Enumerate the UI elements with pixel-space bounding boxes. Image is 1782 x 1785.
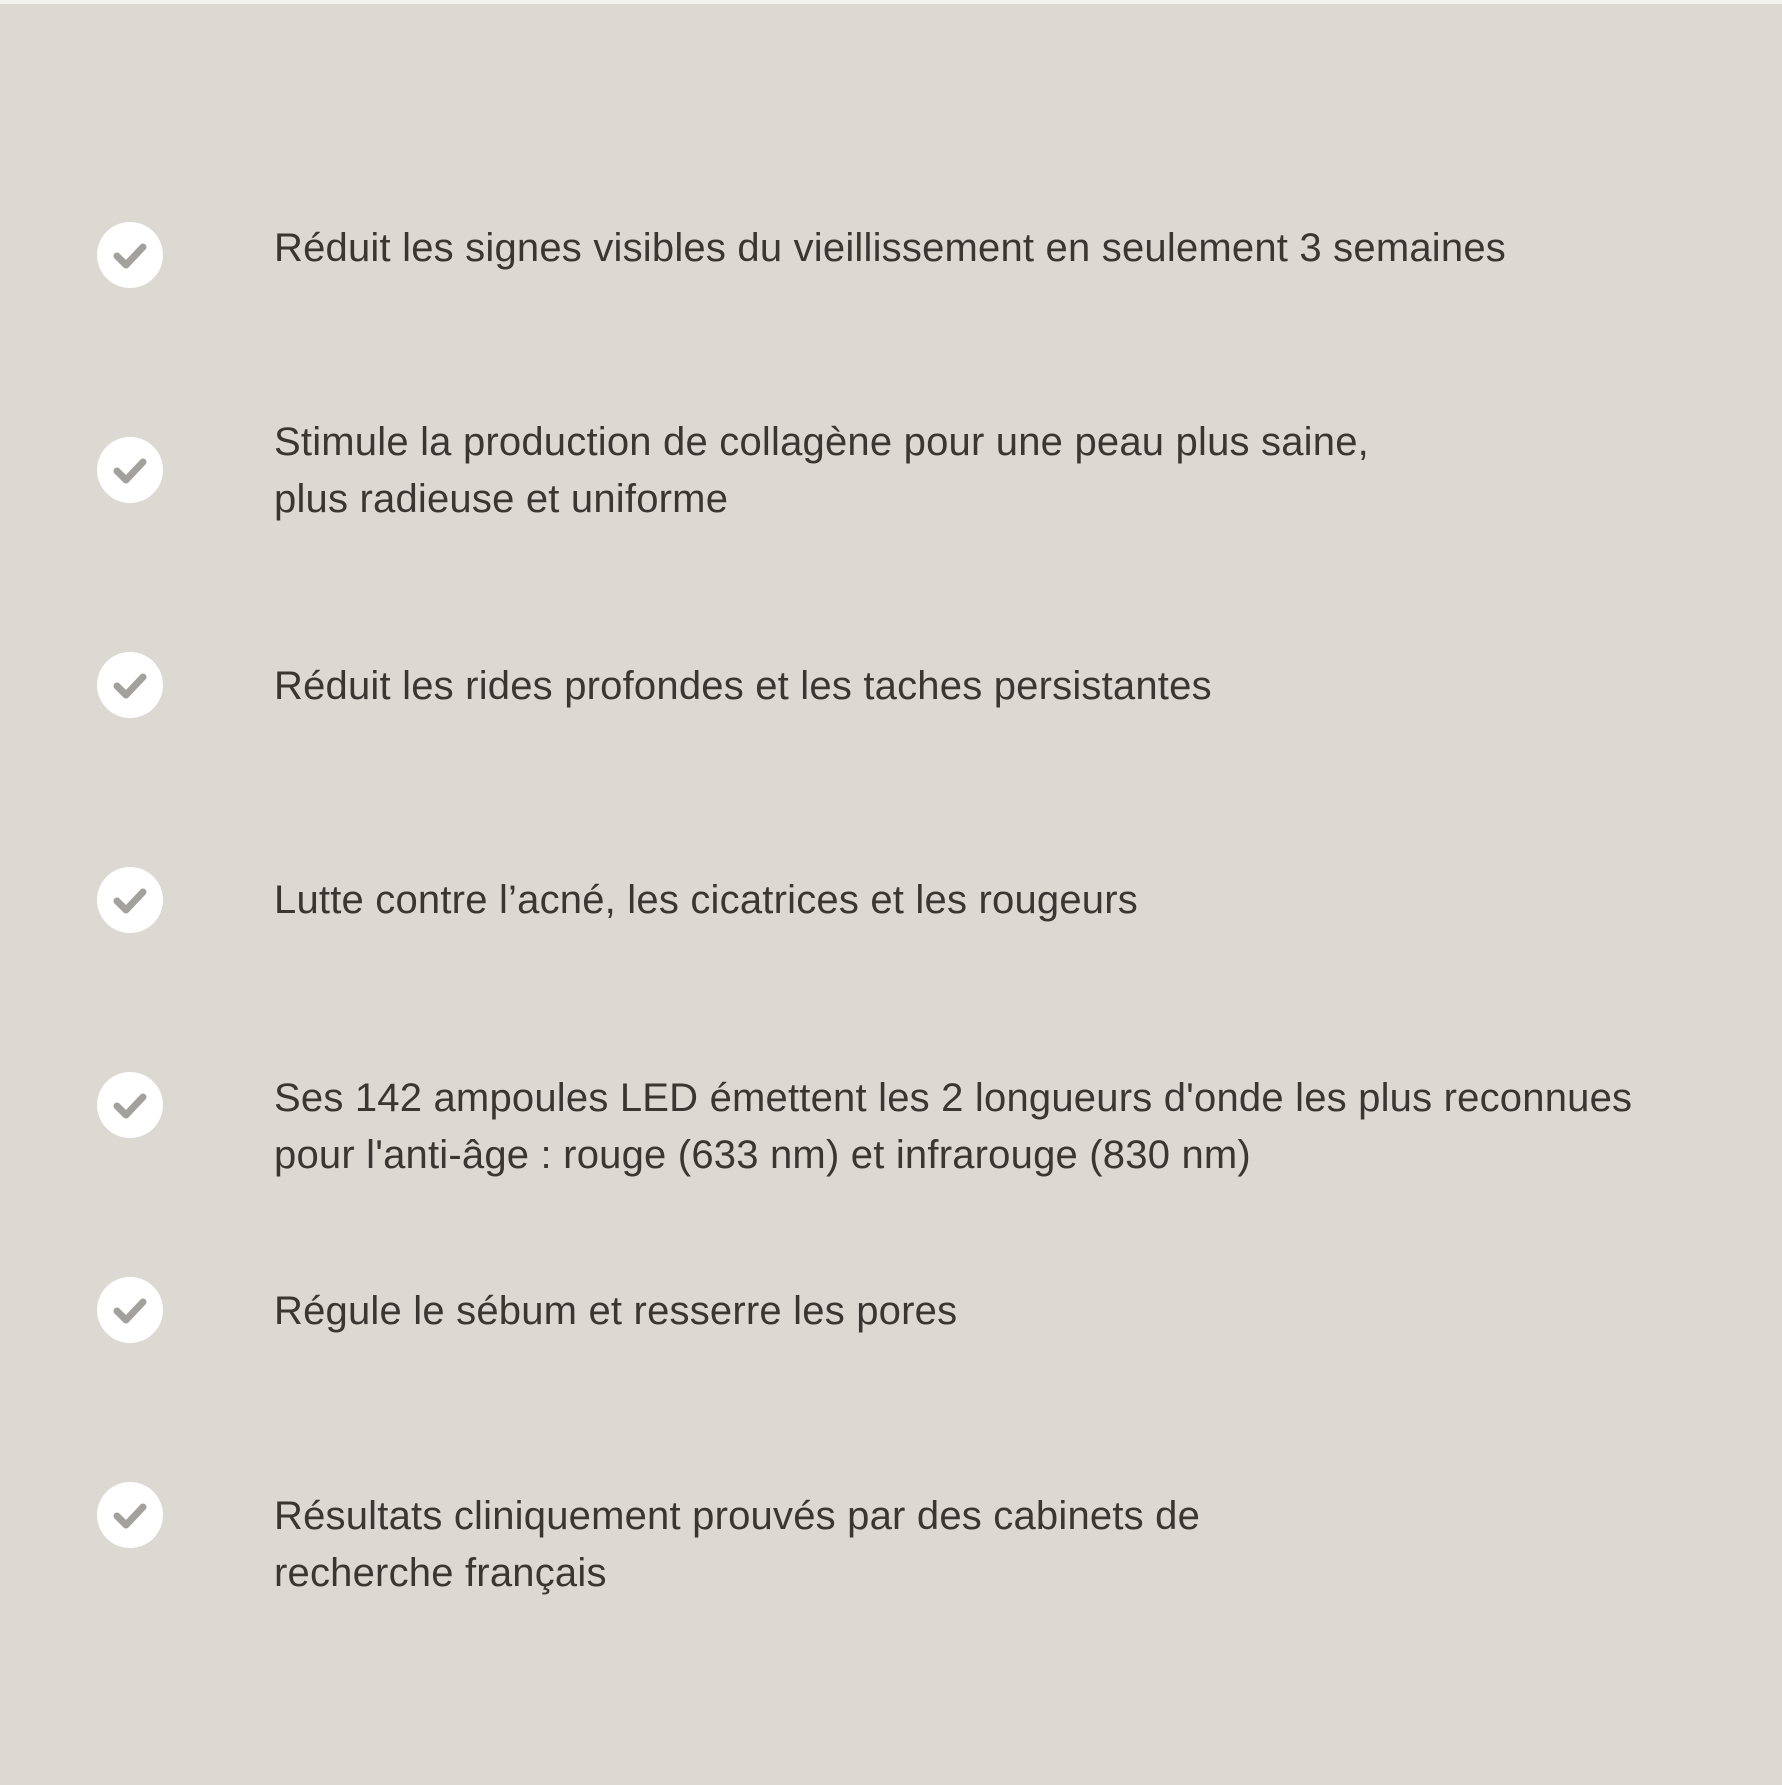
benefit-text-line: Réduit les signes visibles du vieillissement en seulement 3 semaines xyxy=(274,226,1506,270)
benefit-text-line: recherche français xyxy=(274,1551,607,1595)
benefit-text xyxy=(274,1070,1694,1184)
benefit-text-line: Résultats cliniquement prouvés par des cabinets de xyxy=(274,1494,1201,1538)
check-icon xyxy=(97,1072,163,1138)
benefit-text xyxy=(274,1488,1694,1602)
check-icon xyxy=(97,222,163,288)
check-icon-glyph xyxy=(97,867,163,933)
benefit-text xyxy=(274,220,1694,277)
benefit-text-line: Lutte contre l’acné, les cicatrices et les rougeurs xyxy=(274,878,1138,922)
check-icon xyxy=(97,652,163,718)
check-icon-glyph xyxy=(97,1482,163,1548)
check-icon-glyph xyxy=(97,437,163,503)
check-icon-glyph xyxy=(97,652,163,718)
check-icon xyxy=(97,1277,163,1343)
benefit-text xyxy=(274,1283,1694,1340)
check-icon-glyph xyxy=(97,1277,163,1343)
check-icon xyxy=(97,867,163,933)
benefit-text-line: Réduit les rides profondes et les taches persistantes xyxy=(274,664,1212,708)
benefit-text-line: Ses 142 ampoules LED émettent les 2 longueurs d'onde les plus reconnues xyxy=(274,1076,1633,1120)
benefit-text-line: Stimule la production de collagène pour une peau plus saine, xyxy=(274,420,1369,464)
check-icon xyxy=(97,437,163,503)
check-icon xyxy=(97,1482,163,1548)
benefit-text-line: Régule le sébum et resserre les pores xyxy=(274,1289,958,1333)
check-icon-glyph xyxy=(97,1072,163,1138)
benefit-text xyxy=(274,872,1694,929)
benefit-text-line: pour l'anti-âge : rouge (633 nm) et infrarouge (830 nm) xyxy=(274,1133,1251,1177)
benefit-text-line: plus radieuse et uniforme xyxy=(274,477,729,521)
benefit-text xyxy=(274,414,1694,528)
check-icon-glyph xyxy=(97,222,163,288)
benefit-text xyxy=(274,658,1694,715)
